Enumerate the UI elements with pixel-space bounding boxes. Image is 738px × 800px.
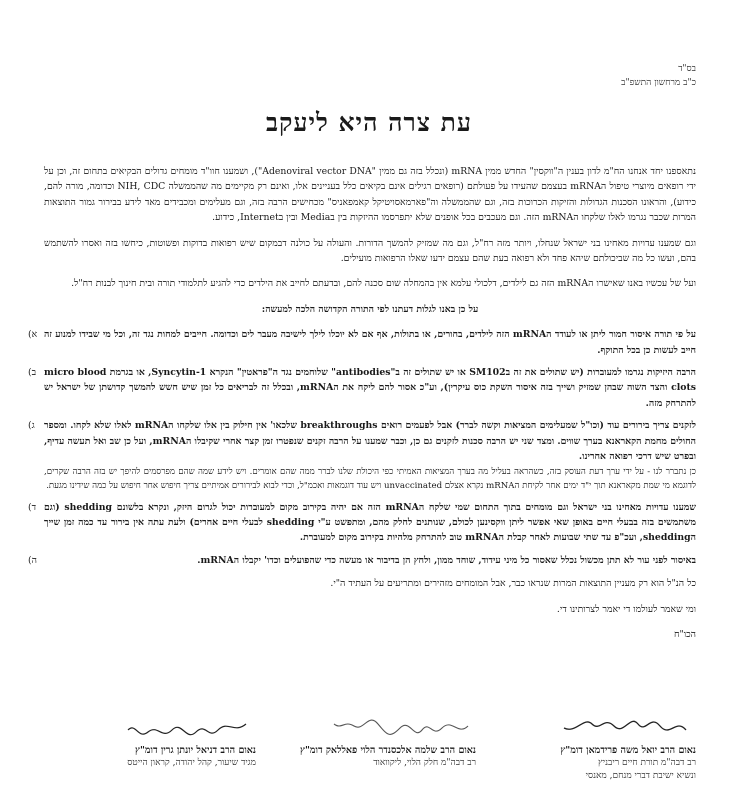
ruling-item <box>28 500 696 546</box>
ruling-marker: ה) <box>28 554 37 566</box>
ruling-marker: ד) <box>28 501 37 513</box>
signed-label: הכו"ח <box>673 628 696 640</box>
bsd-mark: בס"ד <box>678 64 696 74</box>
signature-block <box>46 712 696 792</box>
document-body <box>28 164 697 652</box>
ruling-item <box>28 553 696 568</box>
document-title: עת צרה היא ליעקב <box>265 108 473 137</box>
ruling-text: לזקנים צריך בירורים עוד (וכו"ל שמעלימים המציאות וקשה לברר) אבל לפעמים רואים breakthroughs שלכאו' אין חילוק בין אלו שלקחו הmRNA לאלו שלא לקחו. ומספר החולים מחמת הקאראנא בערך שווים. ומצד שני יש הרבה סכנות לזקנים גם כן, וכבר שמענו על הרבה זקנים שנפטרו זמן קצר אחרי שקיבלו הmRNA, ועל כן שב ואל תעשה עדיף, ובפרט שיש דרכי רפואה אחרינו. <box>44 420 697 463</box>
signer-role: מגיד שיעור, קהל יהודה, קראון הייטס <box>127 758 256 768</box>
closing-line-1: כל הנ"ל הוא רק מעניין התוצאות המרות שנראו כבר, אבל המומחים מזהירים ומתריעים על העתיד ה"י. <box>330 578 696 590</box>
signer-name: נאום הרב דניאל יונתן גרין דומ"ץ <box>135 745 256 756</box>
rulings-subheading: על כן באנו לגלות דעתנו לפי התורה הקדושה הלכה למעשה: <box>261 303 479 315</box>
document-header <box>621 62 696 90</box>
ruling-marker: ג) <box>28 420 35 432</box>
signer-role: ונשיא ישיבת דברי מנחם, מאנסי <box>585 771 696 781</box>
signature-pollak <box>266 712 476 792</box>
signer-name: נאום הרב יואל משה פרידמאן דומ"ץ <box>560 745 696 756</box>
ruling-text: הרבה היזיקות נגרמו למעוברות (יש שתולים את זה בSM102 או יש שתולים זה ב"antibodies" שלוחמים נגד ה"פראטין" הנקרא Syncytin-1, או בגרמת micro blood clots והצד השוה שבהן שמזיק ושייך בזה איסור השקת כוס עיקרין), וע"כ אסור להם ליקח את הmRNA, ובכלל זה לבריאים כל זמן שיש חשש להמשך קדושתן של ישראל יש להתרחק מזה. <box>44 367 696 409</box>
ruling-text: על פי תורה איסור חמור ליתן או לעודד הmRNA הזה לילדים, בחורים, או בתולות, אף אם לא יוכלו לילך לישיבה מעבר לים וכדומה. חייבים למחות נגד זה, וכל מי שבידו למנוע זה חייב לעשות כן בכל התוקף. <box>44 329 696 356</box>
ruling-item <box>28 418 697 492</box>
intro-paragraph-2: וגם שמענו עדויות מאחינו בני ישראל שנחלו, ויותר מזה רח"ל, וגם מה שמזיק להמשך הדורות. והעולה על כולנה דבמקום שיש רפואות בדוקות ופשוטות, כיחשו בזה ואסרו להשתמש בהם, ועשו כל מה שביכולתם שיהא פחד ולא רפואה בעת שהם עצמם ידעו שאלו הרפואות מועילים. <box>44 237 696 265</box>
signer-role: רב דבה"מ חלק הלוי, ליקוואוד <box>373 758 476 768</box>
ruling-marker: ב) <box>28 367 37 379</box>
signature-green <box>46 712 256 792</box>
ruling-marker: א) <box>28 329 38 341</box>
rulings-list <box>28 327 697 568</box>
handwritten-signature-icon <box>326 712 476 742</box>
intro-paragraph-3: ועל של עכשיו באנו שאישרו הmRNA הזה גם לילדים, דלכולי עלמא אין בהמחלה שום סכנה להם, ובדעתם לחייב את הילדים כדי להגיע לתלמודי תורה ובית חינוך לבנות רח"ל. <box>71 278 696 290</box>
ruling-text: שמענו עדויות מאחינו בני ישראל וגם מומחים בתוך התחום שמי שלקח הmRNA הזה אם יהיה בקירוב מקום למעוברות יכול לגרום היזק, ונקרא בלשונם shedding (וגם משתמשים בזה בבעלי חיים באופן שאי אפשר ליתן ווקסינען לכולם, שנותנים לחלק מהם, ומתפשט ע"י shedding לבעלי חיים אחרים) ולעת עתה אין בירור עד כמה זמן שייך הshedding, ועכ"פ עד שתי שבועות לאחר קבלת הmRNA טוב להתרחק מלהיות בקירוב מקום למעוברת. <box>44 501 696 544</box>
document-date: כ"ב מרחשון התשפ"ב <box>621 78 696 88</box>
ruling-text: באיסור לפני עור לא תתן מכשול נכלל שאסור כל מיני עידוד, שוחד ממון, ולחץ הן בדיבור או מעשה כדי שהפועלים וכדו' יקבלו הmRNA. <box>197 554 696 566</box>
signature-friedman <box>486 712 696 792</box>
intro-paragraph-1: נתאספנו יחד אנחנו הח"מ לדון בענין ה"ווקסין" החדש ממין mRNA (ונכלל בזה גם ממין "Adenoviral vector DNA"), ושמענו חוו"ד מומחים גדולים הבקיאים בתחום זה, וכן על ידי רופאים מיוצרי טיפול הmRNA בעצמם שהעידו על פעולתם (רופאים רגילים אינם בקיאים כלל בעניינים אלו, ואינם רק מקיימים מה שהממשלה NIH, CDC וכדומה, מורה להם, כידוע), והראונו הסכנות הגדולות והזיקות הכרוכות בזה, וגם שהממשלה וה"פארמאסויטיקל קאמפאניס" מכחישים הרבה בזה, וגם מעלימים ומכבידים מאד לידע בבירור גמור התוצאות המרות שכבר נגרמו לאלו שלקחו הmRNA הזה. וגם מעכבים בכל אופנים שלא יתפרסמו ההיזקות בין בMedia ובין בInternet, כידוע. <box>44 166 696 224</box>
signer-role: רב דבה"מ תורת חיים ריבניץ <box>598 758 696 768</box>
closing-line-2: ומי שאמר לעולמו די יאמר לצרותינו די. <box>556 603 696 615</box>
ruling-note: כן נתברר לנו - על ידי ערך דעת העוסק בזה, כשהראה בעליל מה בערך המציאות האמיתי כפי היכולת שלנו לברר ממה שהם אומרים. ויש לידע שמה שהם מפרסמים להיפך יש בזה הרבה שקרים, לדוגמא מי שמת מקאראנא תוך י"ד ימים אחר לקיחת הmRNA נקרא אצלם unvaccinated ויש עוד דוגמאות ואכמ"ל, וכדי לבוא לבירורים אמיתיים צריך חיפוש אחר חיפוש על כמה שידינו מגעת. <box>44 466 696 491</box>
handwritten-signature-icon <box>106 712 256 742</box>
ruling-item <box>28 327 696 358</box>
ruling-item <box>28 365 696 411</box>
handwritten-signature-icon <box>546 712 696 742</box>
signer-name: נאום הרב שלמה אלכסנדר הלוי פאללאק דומ"ץ <box>300 745 476 756</box>
